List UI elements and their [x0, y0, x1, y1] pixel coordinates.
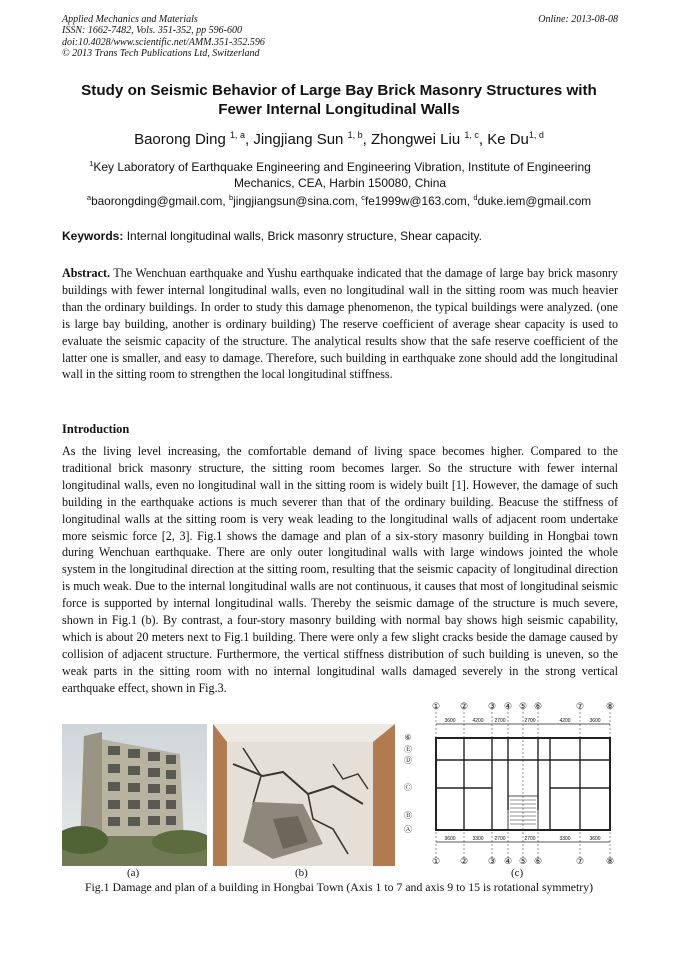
- dimension-label: 3600: [444, 836, 456, 842]
- email-superscript: b: [228, 193, 234, 202]
- keywords-text: Internal longitudinal walls, Brick masonry structure, Shear capacity.: [126, 229, 482, 243]
- paper-title: [40, 82, 638, 119]
- axis-label: ⑧: [605, 701, 615, 711]
- abstract-label: Abstract.: [62, 266, 111, 280]
- author-name: Baorong Ding: [134, 131, 226, 148]
- email-link[interactable]: jingjiangsun@sina.com: [233, 193, 355, 208]
- axis-label: Ⓒ: [404, 783, 412, 792]
- axis-label: Ⓔ: [404, 745, 412, 754]
- axis-label: ⑤: [518, 701, 528, 711]
- axis-label: ④: [503, 856, 513, 866]
- author-superscript: 1, b: [347, 130, 363, 140]
- author-name: Ke Du: [487, 131, 529, 148]
- affiliation: [60, 156, 620, 191]
- axis-label: ⑥: [404, 733, 412, 742]
- subfigure-label-b: (b): [295, 867, 308, 879]
- title-line-2: Fewer Internal Longitudinal Walls: [218, 100, 460, 118]
- email-link[interactable]: fe1999w@163.com: [364, 193, 467, 208]
- axis-label: ③: [487, 856, 497, 866]
- axis-label: ①: [431, 856, 441, 866]
- email-superscript: d: [473, 193, 478, 202]
- axis-label: ③: [487, 701, 497, 711]
- keywords: [62, 229, 618, 243]
- axis-label: ⑤: [518, 856, 528, 866]
- figure-caption: Fig.1 Damage and plan of a building in Hongbai Town (Axis 1 to 7 and axis 9 to 15 is rotational symmetry): [84, 880, 594, 894]
- axis-label: Ⓐ: [404, 825, 412, 834]
- abstract-text: The Wenchuan earthquake and Yushu earthquake indicated that the damage of large bay brick masonry buildings with fewer internal longitudinal walls, even no longitudinal wall in the sitting room was much heavier than the ordinary buildings. In order to study this damage phenomenon, the typical buildings were analyzed. (one is large bay building, another is ordinary building) The reserve coefficient of average shear capacity is used to evaluate the seismic capacity of the structure. The analytical results show that the safe reserve coefficient of the latter one is smaller, and easy to damage. Therefore, such building in earthquake zone should add the longitudinal wall in the sitting room to strengthen the local longitudinal stiffness.: [62, 266, 618, 382]
- introduction-heading: Introduction: [62, 422, 130, 436]
- keywords-label: Keywords:: [62, 229, 124, 243]
- axis-label: ⑥: [533, 701, 543, 711]
- axis-label: Ⓑ: [404, 811, 412, 820]
- dimension-label: 2700: [494, 718, 506, 724]
- wall-damage-photo: [213, 724, 395, 866]
- author-list: Baorong Ding $^{1, a}$, Jingjiang Sun $^{1, b}$, Zhongwei Liu $^{1, c}$, Ke Du$^{1, d}$: [134, 130, 544, 148]
- dimension-label: 4200: [472, 718, 484, 724]
- doi: doi:10.4028/www.scientific.net/AMM.351-352.596: [62, 36, 265, 48]
- floor-plan-drawing: [400, 700, 620, 866]
- dimension-label: 3600: [444, 718, 456, 724]
- copyright: © 2013 Trans Tech Publications Ltd, Switzerland: [62, 48, 260, 60]
- title-line-1: Study on Seismic Behavior of Large Bay Brick Masonry Structures with: [81, 82, 597, 99]
- author-name: Zhongwei Liu: [370, 131, 461, 148]
- introduction-text: As the living level increasing, the comfortable demand of living space becomes higher. Compared to the traditional brick masonry structure, the sitting room becomes larger. So the structure with fewer internal longitudinal walls, even no longitudinal wall in the sitting room is widely built [1]. However, the damage of such building in the earthquake actions is much severer than that of the ordinary building. Beacuse the stiffness of longitudinal walls at the sitting room is very weak leading to the longitudinal walls of adjacent room undertake more seismic force [2, 3]. Fig.1 shows the damage and plan of a six-story masonry building in Hongbai town during Wenchuan earthquake. There are only outer longitudinal walls with large windows jointed the whole system in the longitudinal direction at the sitting room, resulting that the seismic capacity of longitudinal direction is much weak. Due to the internal longitudinal walls are not continuous, it causes that most of longitudinal seismic force is supported by internal longitudinal walls. Thereby the seismic damage of the structure is much severe, shown in Fig.1 (b). By contrast, a four-story masonry building with normal bay shows high seismic capability, which is about 20 meters next to Fig.1 building. There were only a few slight cracks beside the damage caused by collision of adjacent structure. Furthermore, the vertical stiffness distribution of such building is uneven, so the weak parts in the sitting room with no internal longitudinal walls damaged severely in the strong vertical earthquake effect, shown in Fig.3.: [62, 444, 618, 695]
- author-superscript: 1, a: [229, 130, 245, 140]
- email-superscript: c: [361, 193, 365, 202]
- axis-label: Ⓓ: [404, 756, 412, 765]
- subfigure-label-c: (c): [511, 867, 524, 879]
- dimension-label: 3600: [589, 718, 601, 724]
- axis-label: ④: [503, 701, 513, 711]
- affiliation-superscript: 1: [89, 159, 94, 168]
- email-superscript: a: [86, 193, 92, 202]
- building-photo: [62, 724, 207, 866]
- journal-name: Applied Mechanics and Materials: [62, 14, 198, 25]
- author-superscript: 1, c: [464, 130, 479, 140]
- affiliation-line-2: Mechanics, CEA, Harbin 150080, China: [233, 176, 447, 190]
- axis-label: ②: [459, 701, 469, 711]
- author-name: Jingjiang Sun: [253, 131, 344, 148]
- issn: ISSN: 1662-7482, Vols. 351-352, pp 596-600: [62, 25, 242, 37]
- running-header: [62, 14, 618, 60]
- dimension-label: 2700: [494, 836, 506, 842]
- abstract: [62, 265, 618, 383]
- dimension-label: 4200: [559, 718, 571, 724]
- dimension-label: 2700: [524, 718, 536, 724]
- author-emails: $^a$baorongding@gmail.com, $^b$jingjiangsun@sina.com, $^c$fe1999w@163.com, $^d$duke.iem@gmail.com: [86, 193, 592, 208]
- axis-label: ②: [459, 856, 469, 866]
- email-link[interactable]: duke.iem@gmail.com: [477, 193, 592, 208]
- axis-label: ①: [431, 701, 441, 711]
- axis-label: ⑦: [575, 856, 585, 866]
- axis-label: ⑥: [533, 856, 543, 866]
- online-date: Online: 2013-08-08: [538, 14, 618, 25]
- dimension-label: 2700: [524, 836, 536, 842]
- author-superscript: 1, d: [528, 130, 544, 140]
- subfigure-label-a: (a): [127, 867, 140, 879]
- dimension-label: 3300: [559, 836, 571, 842]
- dimension-label: 3300: [472, 836, 484, 842]
- affiliation-line-1: Key Laboratory of Earthquake Engineering and Engineering Vibration, Institute of Engineering: [93, 160, 591, 174]
- dimension-label: 3600: [589, 836, 601, 842]
- axis-label: ⑦: [575, 701, 585, 711]
- email-link[interactable]: baorongding@gmail.com: [91, 193, 223, 208]
- axis-label: ⑧: [605, 856, 615, 866]
